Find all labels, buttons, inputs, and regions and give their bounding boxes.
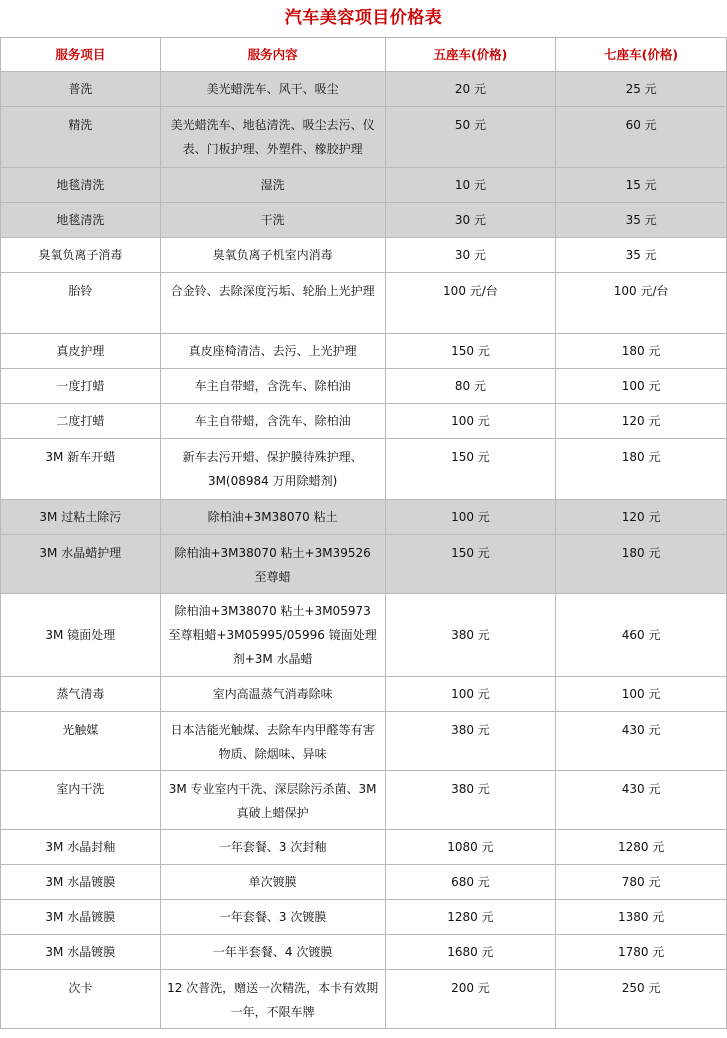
service-content-cell: 合金铃、去除深度污垢、轮胎上光护理 (160, 273, 385, 334)
table-row (1, 594, 727, 677)
service-item-cell: 臭氧负离子消毒 (1, 238, 161, 273)
service-content-cell: 日本洁能光触煤、去除车内甲醛等有害物质、除烟味、异味 (160, 712, 385, 771)
five-seat-price-cell: 50 元 (385, 107, 556, 168)
table-row (1, 72, 727, 107)
seven-seat-price-cell: 460 元 (556, 594, 727, 677)
service-item-cell: 一度打蜡 (1, 369, 161, 404)
table-row (1, 107, 727, 168)
header-service-content: 服务内容 (160, 38, 385, 72)
service-content-cell: 臭氧负离子机室内消毒 (160, 238, 385, 273)
service-item-cell: 3M 水晶蜡护理 (1, 535, 161, 594)
service-content-cell: 除柏油+3M38070 粘土 (160, 500, 385, 535)
service-content-cell: 12 次普洗，赠送一次精洗，本卡有效期一年，不限车牌 (160, 970, 385, 1029)
five-seat-price-cell: 200 元 (385, 970, 556, 1029)
service-content-cell: 新车去污开蜡、保护膜待殊护理、3M(08984 万用除蜡剂) (160, 439, 385, 500)
table-row (1, 369, 727, 404)
table-row (1, 273, 727, 334)
five-seat-price-cell: 1080 元 (385, 830, 556, 865)
table-row (1, 935, 727, 970)
header-seven-seat-price: 七座车(价格) (556, 38, 727, 72)
seven-seat-price-cell: 180 元 (556, 334, 727, 369)
service-item-cell: 3M 水晶镀膜 (1, 865, 161, 900)
seven-seat-price-cell: 35 元 (556, 203, 727, 238)
header-row (1, 38, 727, 72)
service-item-cell: 胎铃 (1, 273, 161, 334)
service-item-cell: 3M 镜面处理 (1, 594, 161, 677)
service-content-cell: 车主自带蜡，含洗车、除柏油 (160, 404, 385, 439)
service-content-cell: 一年套餐、3 次封釉 (160, 830, 385, 865)
five-seat-price-cell: 150 元 (385, 439, 556, 500)
five-seat-price-cell: 10 元 (385, 168, 556, 203)
service-item-cell: 3M 水晶封釉 (1, 830, 161, 865)
five-seat-price-cell: 100 元/台 (385, 273, 556, 334)
service-item-cell: 地毯清洗 (1, 203, 161, 238)
five-seat-price-cell: 380 元 (385, 712, 556, 771)
seven-seat-price-cell: 60 元 (556, 107, 727, 168)
seven-seat-price-cell: 15 元 (556, 168, 727, 203)
table-row (1, 404, 727, 439)
service-content-cell: 室内高温蒸气消毒除味 (160, 677, 385, 712)
five-seat-price-cell: 150 元 (385, 535, 556, 594)
table-row (1, 439, 727, 500)
service-content-cell: 3M 专业室内干洗、深层除污杀菌、3M 真破上蜡保护 (160, 771, 385, 830)
table-row (1, 900, 727, 935)
seven-seat-price-cell: 180 元 (556, 439, 727, 500)
header-five-seat-price: 五座车(价格) (385, 38, 556, 72)
table-row (1, 500, 727, 535)
seven-seat-price-cell: 100 元/台 (556, 273, 727, 334)
header-service-item: 服务项目 (1, 38, 161, 72)
five-seat-price-cell: 380 元 (385, 771, 556, 830)
service-item-cell: 真皮护理 (1, 334, 161, 369)
price-table-body (1, 72, 727, 1029)
seven-seat-price-cell: 180 元 (556, 535, 727, 594)
five-seat-price-cell: 20 元 (385, 72, 556, 107)
seven-seat-price-cell: 120 元 (556, 404, 727, 439)
five-seat-price-cell: 1680 元 (385, 935, 556, 970)
seven-seat-price-cell: 1780 元 (556, 935, 727, 970)
five-seat-price-cell: 150 元 (385, 334, 556, 369)
table-row (1, 712, 727, 771)
table-row (1, 830, 727, 865)
five-seat-price-cell: 680 元 (385, 865, 556, 900)
service-content-cell: 湿洗 (160, 168, 385, 203)
service-content-cell: 美光蜡洗车、地毡清洗、吸尘去污、仪表、门板护理、外塑件、橡胶护理 (160, 107, 385, 168)
service-content-cell: 真皮座椅清洁、去污、上光护理 (160, 334, 385, 369)
five-seat-price-cell: 100 元 (385, 677, 556, 712)
table-row (1, 238, 727, 273)
service-item-cell: 3M 水晶镀膜 (1, 900, 161, 935)
seven-seat-price-cell: 430 元 (556, 771, 727, 830)
service-content-cell: 干洗 (160, 203, 385, 238)
seven-seat-price-cell: 100 元 (556, 369, 727, 404)
table-row (1, 677, 727, 712)
five-seat-price-cell: 30 元 (385, 238, 556, 273)
seven-seat-price-cell: 430 元 (556, 712, 727, 771)
service-item-cell: 次卡 (1, 970, 161, 1029)
seven-seat-price-cell: 1380 元 (556, 900, 727, 935)
service-item-cell: 精洗 (1, 107, 161, 168)
service-content-cell: 车主自带蜡，含洗车、除柏油 (160, 369, 385, 404)
service-content-cell: 美光蜡洗车、风干、吸尘 (160, 72, 385, 107)
five-seat-price-cell: 380 元 (385, 594, 556, 677)
table-row (1, 334, 727, 369)
five-seat-price-cell: 100 元 (385, 404, 556, 439)
service-item-cell: 地毯清洗 (1, 168, 161, 203)
service-item-cell: 二度打蜡 (1, 404, 161, 439)
page-title: 汽车美容项目价格表 (284, 8, 443, 28)
service-content-cell: 单次镀膜 (160, 865, 385, 900)
table-row (1, 865, 727, 900)
seven-seat-price-cell: 120 元 (556, 500, 727, 535)
seven-seat-price-cell: 250 元 (556, 970, 727, 1029)
service-item-cell: 普洗 (1, 72, 161, 107)
service-item-cell: 蒸气清毒 (1, 677, 161, 712)
seven-seat-price-cell: 1280 元 (556, 830, 727, 865)
service-item-cell: 光触媒 (1, 712, 161, 771)
service-content-cell: 除柏油+3M38070 粘土+3M05973 至尊粗蜡+3M05995/05996 镜面处理剂+3M 水晶蜡 (160, 594, 385, 677)
table-row (1, 970, 727, 1029)
seven-seat-price-cell: 35 元 (556, 238, 727, 273)
five-seat-price-cell: 80 元 (385, 369, 556, 404)
table-row (1, 535, 727, 594)
service-content-cell: 一年半套餐、4 次镀膜 (160, 935, 385, 970)
five-seat-price-cell: 1280 元 (385, 900, 556, 935)
five-seat-price-cell: 30 元 (385, 203, 556, 238)
service-item-cell: 3M 新车开蜡 (1, 439, 161, 500)
service-item-cell: 室内干洗 (1, 771, 161, 830)
seven-seat-price-cell: 780 元 (556, 865, 727, 900)
table-row (1, 771, 727, 830)
price-table (0, 37, 727, 1029)
seven-seat-price-cell: 100 元 (556, 677, 727, 712)
seven-seat-price-cell: 25 元 (556, 72, 727, 107)
service-content-cell: 除柏油+3M38070 粘土+3M39526 至尊蜡 (160, 535, 385, 594)
table-row (1, 203, 727, 238)
service-content-cell: 一年套餐、3 次镀膜 (160, 900, 385, 935)
service-item-cell: 3M 水晶镀膜 (1, 935, 161, 970)
five-seat-price-cell: 100 元 (385, 500, 556, 535)
table-row (1, 168, 727, 203)
service-item-cell: 3M 过粘土除污 (1, 500, 161, 535)
